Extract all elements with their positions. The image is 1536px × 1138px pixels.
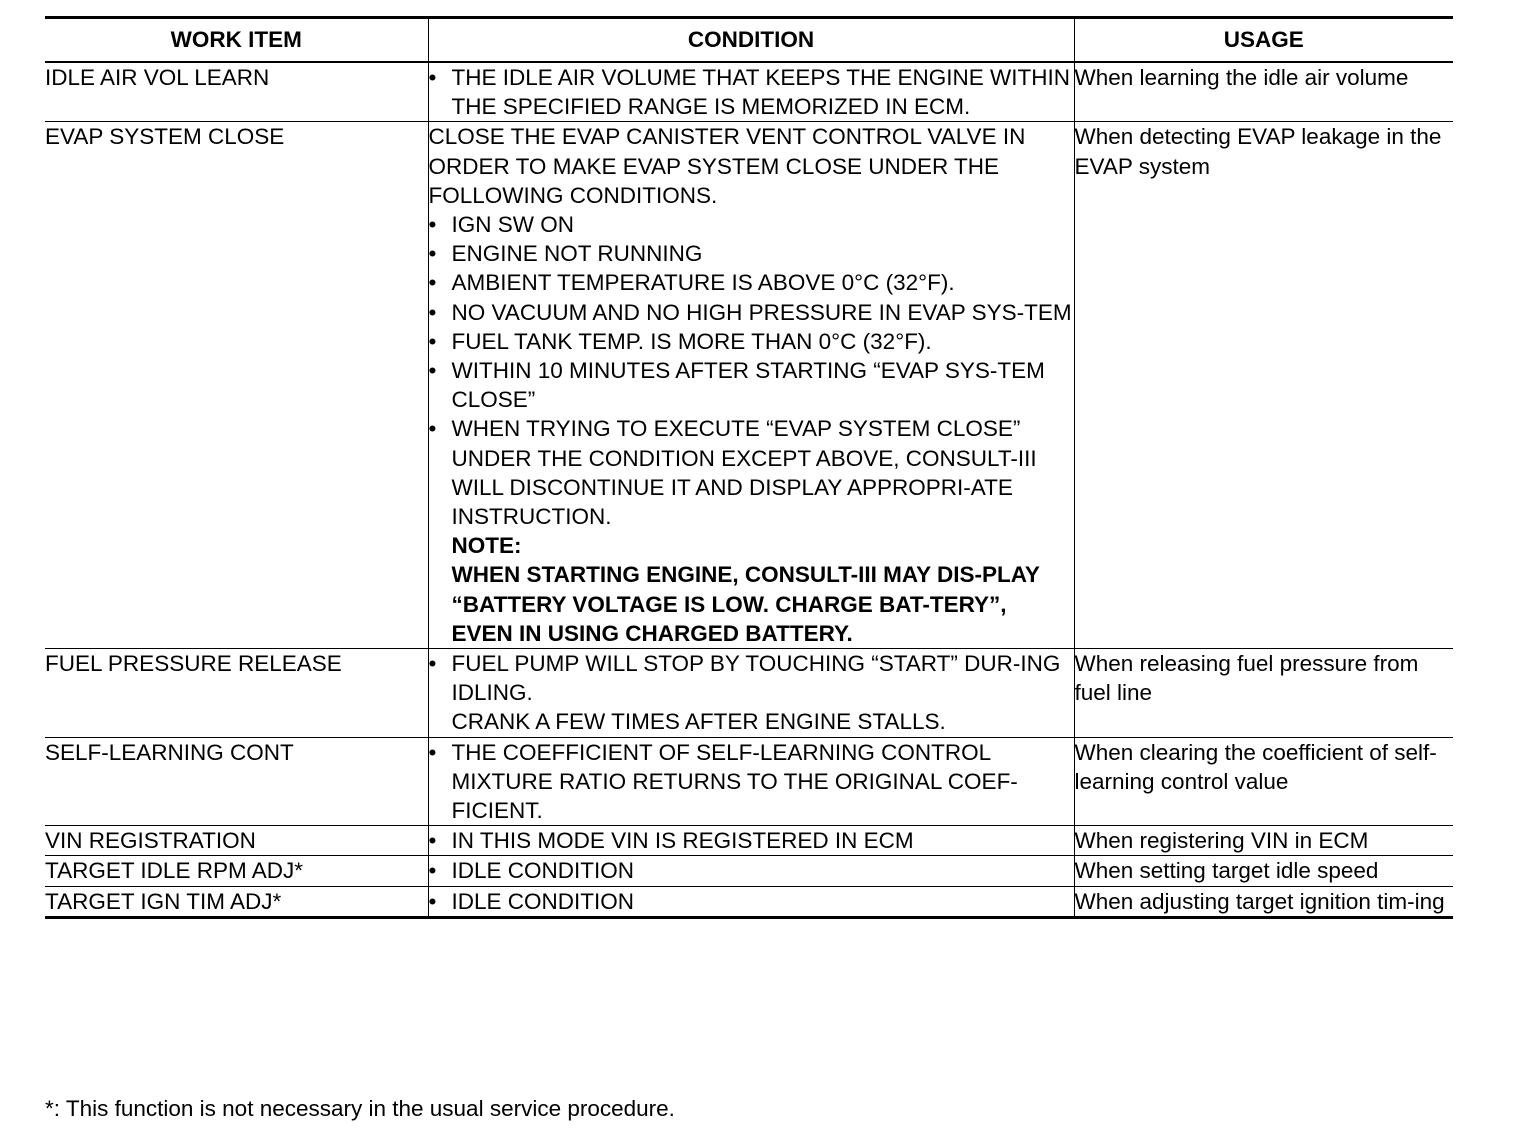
condition-bullet: • IDLE CONDITION [429, 856, 1074, 885]
table-row [45, 737, 1453, 826]
footnote: *: This function is not necessary in the usual service procedure. [45, 1096, 675, 1121]
usage-cell: When learning the idle air volume [1074, 62, 1453, 122]
condition-cell [428, 122, 1074, 649]
condition-bullet-text: • FUEL PUMP WILL STOP BY TOUCHING “START” DUR-ING IDLING. [451, 651, 1061, 706]
condition-bullet: • THE IDLE AIR VOLUME THAT KEEPS THE ENGINE WITHIN THE SPECIFIED RANGE IS MEMORIZED IN ECM. [429, 63, 1074, 121]
table-row [45, 886, 1453, 917]
work-item-cell: FUEL PRESSURE RELEASE [45, 649, 428, 738]
note-label: NOTE: [451, 533, 522, 559]
table-row [45, 649, 1453, 738]
usage-cell: When setting target idle speed [1074, 856, 1453, 886]
work-item-cell: EVAP SYSTEM CLOSE [45, 122, 428, 649]
condition-bullet: • IN THIS MODE VIN IS REGISTERED IN ECM [429, 826, 1074, 855]
header-work-item: WORK ITEM [45, 18, 428, 63]
work-item-cell: SELF-LEARNING CONT [45, 737, 428, 826]
condition-bullet: • AMBIENT TEMPERATURE IS ABOVE 0°C (32°F). [429, 268, 1074, 297]
note-text: WHEN STARTING ENGINE, CONSULT-III MAY DIS-PLAY “BATTERY VOLTAGE IS LOW. CHARGE BAT-TERY”, EVEN IN USING CHARGED BATTERY. [451, 562, 1040, 646]
table-row [45, 856, 1453, 886]
work-item-cell: IDLE AIR VOL LEARN [45, 62, 428, 122]
table-row [45, 122, 1453, 649]
work-item-cell: TARGET IGN TIM ADJ* [45, 886, 428, 917]
usage-cell: When releasing fuel pressure from fuel line [1074, 649, 1453, 738]
condition-bullet: • THE COEFFICIENT OF SELF-LEARNING CONTROL MIXTURE RATIO RETURNS TO THE ORIGINAL COEF-FICIENT. [429, 738, 1074, 826]
usage-cell: When clearing the coefficient of self-learning control value [1074, 737, 1453, 826]
work-item-cell: TARGET IDLE RPM ADJ* [45, 856, 428, 886]
condition-intro: CLOSE THE EVAP CANISTER VENT CONTROL VALVE IN ORDER TO MAKE EVAP SYSTEM CLOSE UNDER THE FOLLOWING CONDITIONS. [428, 124, 1026, 208]
condition-cell [428, 737, 1074, 826]
condition-bullet [429, 414, 1074, 648]
condition-bullet-text: • WHEN TRYING TO EXECUTE “EVAP SYSTEM CLOSE” UNDER THE CONDITION EXCEPT ABOVE, CONSULT-III WILL DISCONTINUE IT AND DISPLAY APPROPRI-ATE INSTRUCTION. [451, 416, 1037, 530]
condition-cell [428, 826, 1074, 856]
condition-cell [428, 649, 1074, 738]
condition-bullet: • IGN SW ON [429, 210, 1074, 239]
usage-cell: When adjusting target ignition tim-ing [1074, 886, 1453, 917]
header-usage: USAGE [1074, 18, 1453, 63]
condition-bullet: • IDLE CONDITION [429, 887, 1074, 916]
condition-extra: CRANK A FEW TIMES AFTER ENGINE STALLS. [451, 709, 946, 735]
usage-cell: When detecting EVAP leakage in the EVAP system [1074, 122, 1453, 649]
usage-cell: When registering VIN in ECM [1074, 826, 1453, 856]
condition-bullet [429, 649, 1074, 737]
condition-bullet: • NO VACUUM AND NO HIGH PRESSURE IN EVAP SYS-TEM [429, 298, 1074, 327]
condition-cell [428, 856, 1074, 886]
work-item-table [45, 16, 1453, 919]
condition-cell [428, 62, 1074, 122]
table-row [45, 826, 1453, 856]
condition-cell [428, 886, 1074, 917]
header-condition: CONDITION [428, 18, 1074, 63]
table-row [45, 62, 1453, 122]
condition-bullet: • ENGINE NOT RUNNING [429, 239, 1074, 268]
condition-bullet: • FUEL TANK TEMP. IS MORE THAN 0°C (32°F). [429, 327, 1074, 356]
condition-bullet: • WITHIN 10 MINUTES AFTER STARTING “EVAP SYS-TEM CLOSE” [429, 356, 1074, 414]
table-header-row [45, 18, 1453, 63]
work-item-cell: VIN REGISTRATION [45, 826, 428, 856]
